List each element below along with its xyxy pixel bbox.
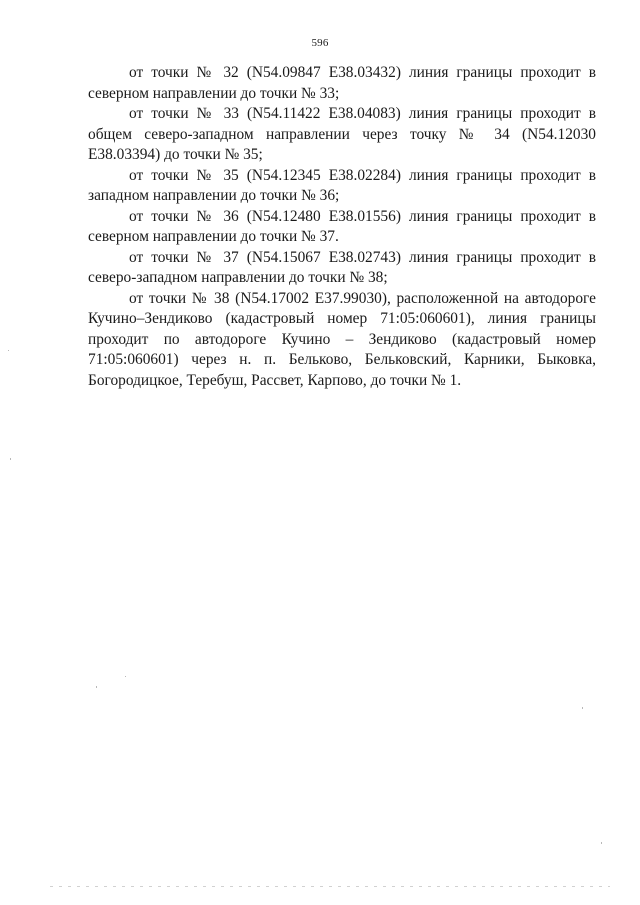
page-number: 596 [311,37,329,49]
paragraph-point-36: от точки № 36 (N54.12480 E38.01556) линия границы проходит в северном направлении до точки № 37. [88,207,596,245]
scan-speck [125,676,126,677]
scan-speck [96,686,97,688]
scan-speck [8,350,9,351]
boundary-description [88,63,596,391]
scan-speck [10,458,11,460]
paragraph-point-35: от точки № 35 (N54.12345 E38.02284) линия границы проходит в западном направлении до точки № 36; [88,166,596,204]
paragraph-point-33: от точки № 33 (N54.11422 E38.04083) линия границы проходит в общем северо-западном направлении через точку № 34 (N54.12030 E38.03394) до точки № 35; [88,105,596,163]
paragraph-point-32: от точки № 32 (N54.09847 E38.03432) линия границы проходит в северном направлении до точки № 33; [88,64,596,102]
scan-speck [601,842,602,844]
scan-edge-artifact [50,886,610,887]
paragraph-point-37: от точки № 37 (N54.15067 E38.02743) линия границы проходит в северо-западном направлении до точки № 38; [88,248,596,286]
paragraph-point-38: от точки № 38 (N54.17002 E37.99030), расположенной на автодороге Кучино–Зендиково (кадастровый номер 71:05:060601), линия границы проходит по автодороге Кучино – Зендиково (кадастровый номер 71:05:060601) через н. п. Бельково, Бельковский, Карники, Быковка, Богородицкое, Теребуш, Рассвет, Карпово, до точки № 1. [88,289,596,389]
scan-speck [582,707,583,709]
